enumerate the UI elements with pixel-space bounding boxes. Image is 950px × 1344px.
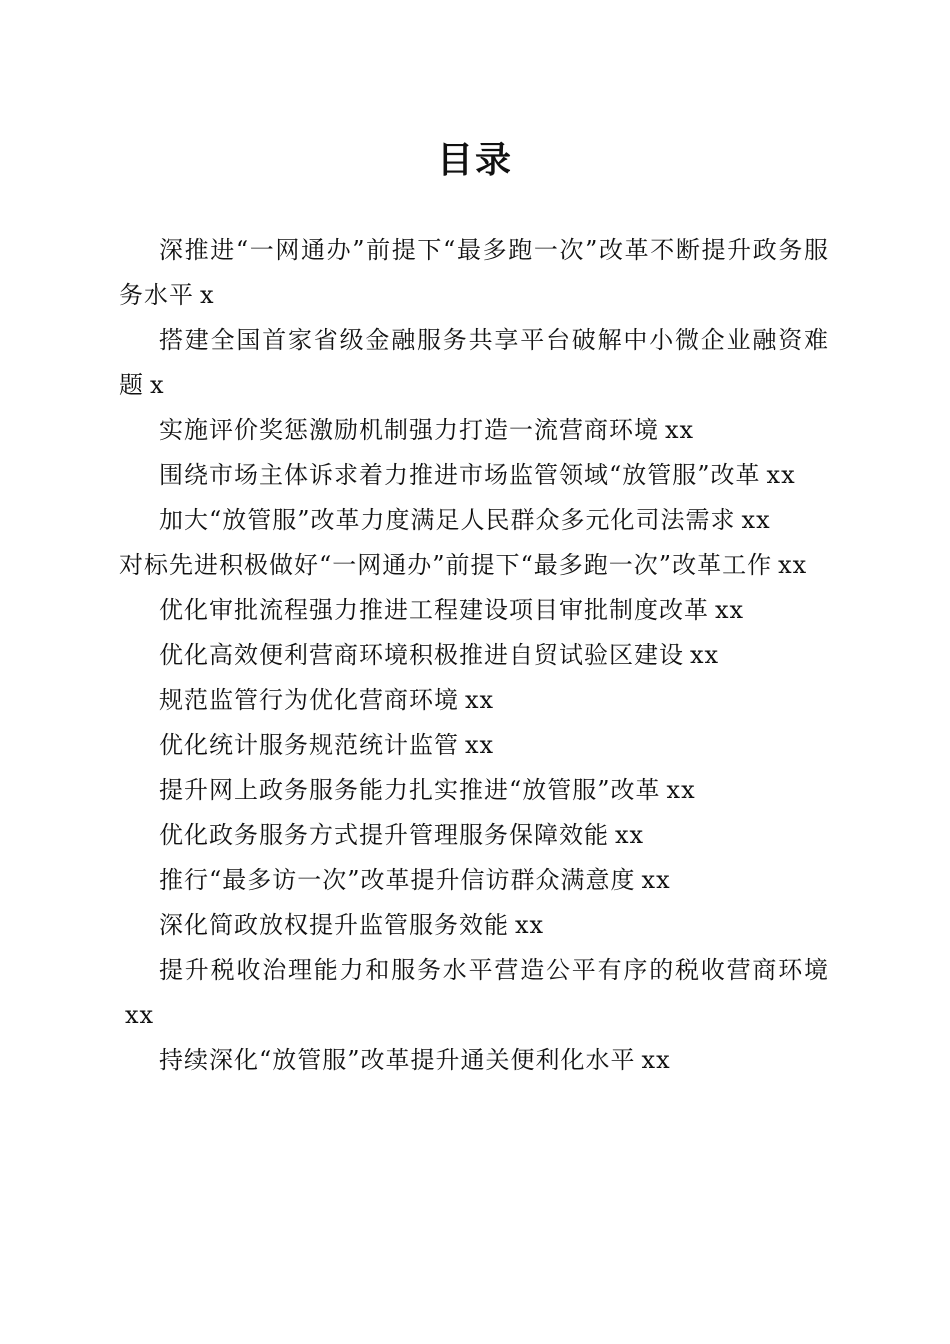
- toc-entry-page: xx: [641, 1046, 671, 1074]
- table-of-contents: [119, 228, 829, 1083]
- toc-entry[interactable]: [119, 903, 829, 948]
- toc-entry[interactable]: [119, 318, 829, 408]
- toc-entry[interactable]: [119, 588, 829, 633]
- toc-entry-page: x: [150, 371, 165, 399]
- toc-entry[interactable]: [119, 453, 829, 498]
- toc-entry-page: xx: [690, 641, 720, 669]
- toc-entry[interactable]: [119, 228, 829, 318]
- toc-entry-title: 持续深化“放管服”改革提升通关便利化水平: [159, 1046, 636, 1074]
- toc-entry[interactable]: [119, 498, 829, 543]
- toc-entry-page: xx: [666, 776, 696, 804]
- toc-entry-title: 搭建全国首家省级金融服务共享平台破解中小微企业融资难题: [119, 326, 829, 399]
- toc-entry-page: xx: [465, 686, 495, 714]
- toc-entry-title: 优化统计服务规范统计监管: [159, 731, 459, 759]
- toc-entry[interactable]: [119, 813, 829, 858]
- toc-entry-title: 围绕市场主体诉求着力推进市场监管领域“放管服”改革: [159, 461, 761, 489]
- toc-entry[interactable]: [119, 678, 829, 723]
- toc-entry-title: 深推进“一网通办”前提下“最多跑一次”改革不断提升政务服务水平: [119, 236, 829, 309]
- toc-entry-page: xx: [125, 1001, 155, 1029]
- toc-entry-title: 推行“最多访一次”改革提升信访群众满意度: [159, 866, 636, 894]
- toc-entry-title: 优化高效便利营商环境积极推进自贸试验区建设: [159, 641, 684, 669]
- toc-entry[interactable]: [119, 408, 829, 453]
- toc-entry-title: 加大“放管服”改革力度满足人民群众多元化司法需求: [159, 506, 736, 534]
- toc-entry-page: xx: [665, 416, 695, 444]
- toc-entry[interactable]: [119, 723, 829, 768]
- toc-entry-page: x: [200, 281, 215, 309]
- toc-entry-title: 提升税收治理能力和服务水平营造公平有序的税收营商环境: [159, 956, 829, 984]
- toc-entry-page: xx: [741, 506, 771, 534]
- toc-entry-page: xx: [465, 731, 495, 759]
- toc-entry[interactable]: [119, 633, 829, 678]
- page-title: 目录: [436, 139, 513, 181]
- toc-entry-page: xx: [615, 821, 645, 849]
- toc-entry-page: xx: [766, 461, 796, 489]
- toc-entry-title: 提升网上政务服务能力扎实推进“放管服”改革: [159, 776, 661, 804]
- toc-entry-page: xx: [715, 596, 745, 624]
- toc-entry-title: 优化政务服务方式提升管理服务保障效能: [159, 821, 609, 849]
- toc-entry-page: xx: [778, 551, 808, 579]
- toc-entry[interactable]: [119, 768, 829, 813]
- toc-entry-title: 规范监管行为优化营商环境: [159, 686, 459, 714]
- toc-entry-title: 对标先进积极做好“一网通办”前提下“最多跑一次”改革工作: [119, 551, 773, 579]
- toc-entry-page: xx: [641, 866, 671, 894]
- toc-entry[interactable]: [119, 543, 829, 588]
- toc-entry-title: 优化审批流程强力推进工程建设项目审批制度改革: [159, 596, 709, 624]
- toc-entry-title: 深化简政放权提升监管服务效能: [159, 911, 509, 939]
- toc-entry-title: 实施评价奖惩激励机制强力打造一流营商环境: [159, 416, 659, 444]
- toc-entry[interactable]: [119, 948, 829, 1038]
- toc-entry-page: xx: [515, 911, 545, 939]
- toc-entry[interactable]: [119, 1038, 829, 1083]
- toc-entry[interactable]: [119, 858, 829, 903]
